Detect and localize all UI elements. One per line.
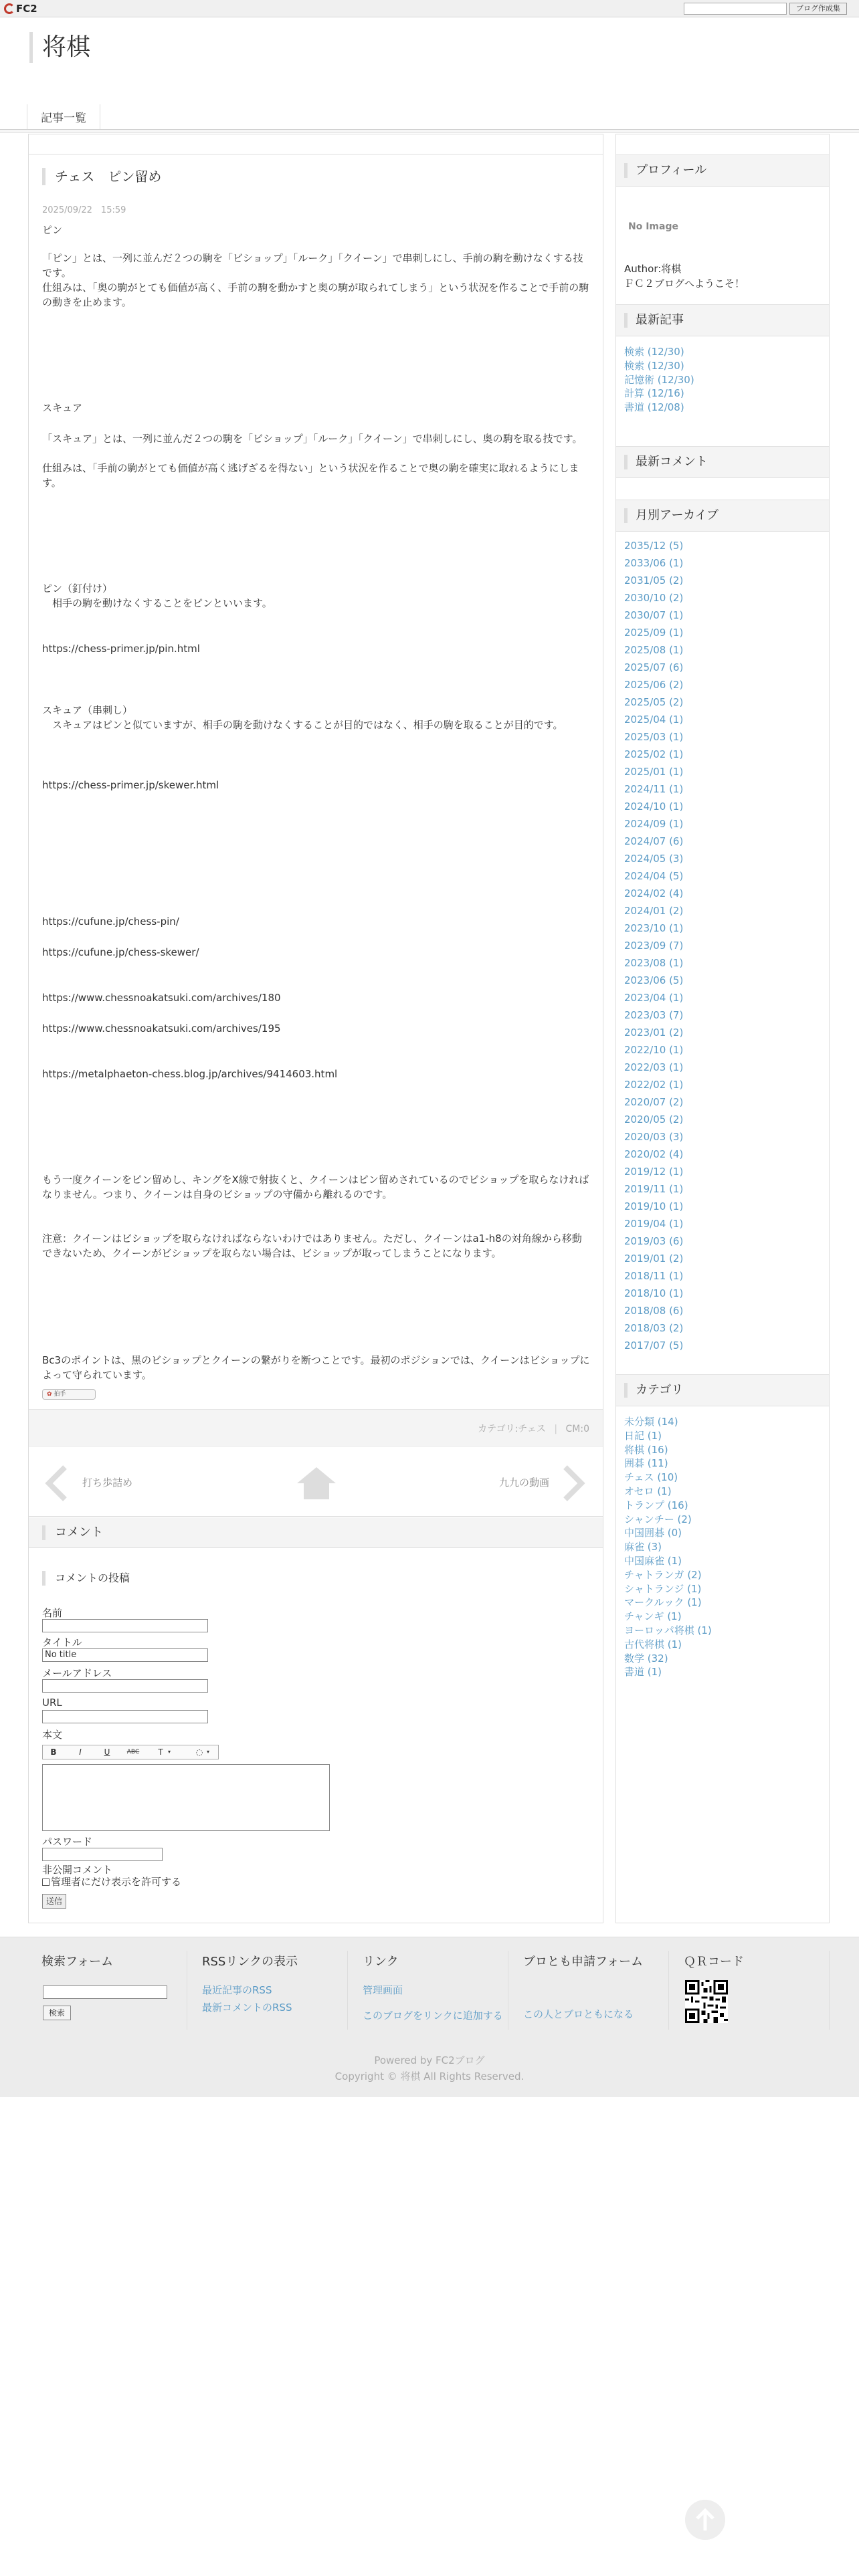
footer-qr-title: ＱＲコード: [684, 1955, 744, 1969]
password-input[interactable]: [42, 1848, 163, 1861]
archive-link[interactable]: 2018/10 (1): [624, 1287, 684, 1299]
powered-by-link[interactable]: Powered by FC2ブログ: [374, 2054, 485, 2066]
submit-button[interactable]: 送信: [42, 1894, 66, 1909]
next-arrow-icon[interactable]: [561, 1465, 585, 1502]
recent-article-link[interactable]: 記憶術 (12/30): [624, 373, 694, 386]
category-link[interactable]: チェス (10): [624, 1471, 678, 1484]
archive-link[interactable]: 2022/10 (1): [624, 1044, 684, 1056]
entry-paragraph: ピン（釘付け）: [42, 582, 113, 595]
fc2-logo-icon: [4, 3, 15, 14]
rss-recent-link[interactable]: 最近記事のRSS: [202, 1984, 272, 1996]
checkbox-icon: [42, 1879, 50, 1886]
footer-link-title: リンク: [363, 1955, 399, 1969]
email-input[interactable]: [42, 1679, 208, 1693]
name-input[interactable]: [42, 1619, 208, 1632]
font-color-button[interactable]: ◌: [195, 1747, 203, 1757]
recent-article-link[interactable]: 検索 (12/30): [624, 359, 684, 372]
entry-paragraph: スキュア: [42, 402, 83, 414]
next-entry-link[interactable]: 九九の動画: [498, 1477, 549, 1489]
archive-link[interactable]: 2025/01 (1): [624, 766, 684, 778]
comment-form-title: コメントの投稿: [42, 1571, 130, 1586]
comment-body-textarea[interactable]: [42, 1764, 330, 1831]
archive-link[interactable]: 2023/08 (1): [624, 957, 684, 969]
archive-link[interactable]: 2023/06 (5): [624, 974, 684, 986]
category-link[interactable]: オセロ (1): [624, 1485, 672, 1497]
rss-comment-link[interactable]: 最新コメントのRSS: [202, 2002, 292, 2014]
archive-link[interactable]: 2019/01 (2): [624, 1253, 684, 1265]
entry-date: 2025/09/22 15:59: [42, 205, 126, 215]
category-link[interactable]: 中国囲碁 (0): [624, 1527, 682, 1539]
archive-link[interactable]: 2018/03 (2): [624, 1322, 684, 1334]
entry-url[interactable]: https://chess-primer.jp/skewer.html: [42, 779, 219, 791]
archive-link[interactable]: 2023/03 (7): [624, 1009, 684, 1021]
archive-link[interactable]: 2025/09 (1): [624, 627, 684, 639]
category-link[interactable]: 数学 (32): [624, 1652, 668, 1665]
category-link[interactable]: 囲碁 (11): [624, 1457, 668, 1470]
archive-link[interactable]: 2024/10 (1): [624, 800, 684, 813]
entry-meta-band: [29, 1409, 603, 1446]
category-link[interactable]: 古代将棋 (1): [624, 1638, 682, 1650]
entry-paragraph: スキュアはピンと似ていますが、相手の駒を動けなくすることが目的ではなく、相手の駒を取ることが目的です。: [42, 719, 563, 731]
archive-header: [616, 500, 829, 532]
category-link[interactable]: 麻雀 (3): [624, 1541, 662, 1553]
font-size-button[interactable]: T: [158, 1747, 163, 1757]
entry-paragraph: ピン: [42, 224, 63, 236]
latest-comment-heading: 最新コメント: [624, 455, 708, 469]
clap-button[interactable]: [42, 1389, 96, 1400]
archive-link[interactable]: 2022/02 (1): [624, 1079, 684, 1091]
archive-link[interactable]: 2020/03 (3): [624, 1131, 684, 1143]
entry-url[interactable]: https://cufune.jp/chess-skewer/: [42, 946, 199, 958]
profile-heading: プロフィール: [624, 163, 706, 178]
category-link[interactable]: ヨーロッパ将棋 (1): [624, 1624, 712, 1636]
main-column: [28, 134, 603, 1923]
back-to-top-icon[interactable]: [685, 2500, 725, 2540]
clap-icon: ✿: [47, 1391, 52, 1398]
underline-button[interactable]: U: [104, 1747, 110, 1757]
qr-code-icon: [685, 1980, 728, 2023]
entry-title[interactable]: チェス ピン留め: [42, 168, 161, 185]
archive-link[interactable]: 2025/07 (6): [624, 661, 684, 673]
entry-url[interactable]: https://www.chessnoakatsuki.com/archives/195: [42, 1023, 281, 1035]
category-link[interactable]: 将棋 (16): [624, 1443, 668, 1456]
private-checkbox[interactable]: [42, 1874, 181, 1889]
profile-header: [616, 154, 829, 187]
archive-link[interactable]: 2020/02 (4): [624, 1148, 684, 1160]
entry-paragraph: もう一度クイーンをピン留めし、キングをX線で射抜くと、クイーンはピン留めされているのでビショップを取らなければなりません。つまり、クイーンは自身のビショップの守備から離れるのです。: [42, 1174, 589, 1200]
category-link[interactable]: チャトランガ (2): [624, 1568, 702, 1581]
title-label: タイトル: [42, 1636, 82, 1648]
private-checkbox-label: 管理者にだけ表示を許可する: [51, 1876, 182, 1888]
archive-link[interactable]: 2019/04 (1): [624, 1218, 684, 1230]
profile-author: Author:将棋: [624, 263, 682, 275]
archive-link[interactable]: 2019/03 (6): [624, 1235, 684, 1247]
bold-button[interactable]: B: [50, 1747, 57, 1757]
entry-paragraph: 相手の駒を動けなくすることをピンといいます。: [42, 597, 272, 609]
sidebar: [615, 134, 830, 1923]
password-label: パスワード: [42, 1836, 93, 1848]
entry-paragraph: 注意：クイーンはビショップを取らなければならないわけではありません。ただし、クイーンはa1-h8の対角線から移動できないため、クイーンがビショップを取らない場合は、ビショップが取ってしまうことになります。: [42, 1232, 582, 1259]
category-link[interactable]: 日記 (1): [624, 1429, 662, 1442]
footer-friend-title: ブロとも申請フォーム: [523, 1955, 644, 1969]
footer-credits: [0, 2052, 859, 2084]
strike-button[interactable]: ABC: [126, 1749, 140, 1755]
archive-link[interactable]: 2019/12 (1): [624, 1166, 684, 1178]
profile-welcome: ＦＣ２ブログへようこそ！: [624, 278, 745, 290]
archive-link[interactable]: 2023/04 (1): [624, 992, 684, 1004]
body-label: 本文: [42, 1729, 63, 1741]
footer-rss-title: RSSリンクの表示: [202, 1955, 298, 1969]
archive-link[interactable]: 2023/09 (7): [624, 940, 684, 952]
nav-divider: [0, 129, 859, 133]
archive-link[interactable]: 2030/07 (1): [624, 609, 684, 621]
entry-cm-count[interactable]: CM:0: [565, 1424, 589, 1434]
archive-link[interactable]: 2025/02 (1): [624, 748, 684, 760]
category-link[interactable]: チャンギ (1): [624, 1610, 682, 1623]
archive-link[interactable]: 2019/11 (1): [624, 1183, 684, 1195]
prev-arrow-icon[interactable]: [45, 1465, 69, 1502]
archive-link[interactable]: 2023/01 (2): [624, 1027, 684, 1039]
archive-link[interactable]: 2031/05 (2): [624, 574, 684, 586]
archive-link[interactable]: 2024/07 (6): [624, 835, 684, 847]
archive-link[interactable]: 2022/03 (1): [624, 1061, 684, 1073]
entry-meta: [478, 1422, 589, 1435]
fc2-logo[interactable]: [4, 3, 37, 15]
footer: [0, 1937, 859, 2097]
archive-link[interactable]: 2024/04 (5): [624, 870, 684, 882]
entry-paragraph: 仕組みは、「奥の駒がとても価値が高く、手前の駒を動かすと奥の駒が取られてしまう」という状況を作ることで手前の駒の動きを止めます。: [42, 282, 589, 308]
entry-paragraph: Bc3のポイントは、黒のビショップとクイーンの繋がりを断つことです。最初のポジションでは、クイーンはビショップによって守られています。: [42, 1354, 590, 1381]
email-label: メールアドレス: [42, 1667, 112, 1679]
archive-link[interactable]: 2025/06 (2): [624, 679, 684, 691]
category-link[interactable]: マークルック (1): [624, 1596, 702, 1609]
recent-article-link[interactable]: 書道 (12/08): [624, 401, 684, 414]
fc2-logo-text: FC2: [16, 3, 37, 15]
fc2-top-bar: [0, 0, 859, 17]
category-link[interactable]: 中国麻雀 (1): [624, 1555, 682, 1567]
entry-url[interactable]: https://chess-primer.jp/pin.html: [42, 643, 200, 655]
category-link[interactable]: 未分類 (14): [624, 1416, 678, 1428]
archive-link[interactable]: 2025/08 (1): [624, 644, 684, 656]
meta-separator: |: [554, 1424, 558, 1434]
category-link[interactable]: 書道 (1): [624, 1666, 662, 1679]
recent-heading: 最新記事: [624, 313, 684, 328]
entry-pager: [29, 1447, 603, 1517]
add-link-link[interactable]: このブログをリンクに追加する: [363, 2010, 503, 2022]
entry-url[interactable]: https://metalphaeton-chess.blog.jp/archives/9414603.html: [42, 1068, 338, 1080]
chevron-down-icon[interactable]: ▾: [206, 1749, 209, 1755]
comment-toolbar: [42, 1745, 219, 1759]
site-title[interactable]: 将棋: [29, 32, 90, 63]
archive-link[interactable]: 2019/10 (1): [624, 1200, 684, 1212]
category-link[interactable]: トランプ (16): [624, 1499, 688, 1511]
recent-header: [616, 304, 829, 336]
footer-link-section: [349, 1951, 508, 2030]
archive-link[interactable]: 2017/07 (5): [624, 1339, 684, 1352]
archive-link[interactable]: 2024/09 (1): [624, 818, 684, 830]
archive-link[interactable]: 2025/04 (1): [624, 714, 684, 726]
category-header: [616, 1374, 829, 1406]
clap-label: 拍手: [54, 1391, 66, 1398]
name-label: 名前: [42, 1607, 63, 1619]
private-label: 非公開コメント: [42, 1864, 113, 1876]
no-image-placeholder: No Image: [628, 221, 678, 232]
copyright: Copyright © 将棋 All Rights Reserved.: [335, 2070, 524, 2082]
entry-paragraph: 「スキュア」とは、一列に並んだ２つの駒を「ビショップ」「ルーク」「クイーン」で串刺しにし、奥の駒を取る技です。: [42, 433, 583, 445]
latest-comment-header: [616, 446, 829, 478]
entry-paragraph: スキュア（串刺し）: [42, 704, 133, 716]
archive-link[interactable]: 2035/12 (5): [624, 540, 684, 552]
entry-header-band: [29, 134, 603, 154]
comment-heading: コメント: [42, 1525, 103, 1540]
archive-link[interactable]: 2024/02 (4): [624, 887, 684, 899]
admin-link[interactable]: 管理画面: [363, 1984, 403, 1996]
friend-request-link[interactable]: この人とブロともになる: [523, 2008, 634, 2020]
category-link[interactable]: シャトランジ (1): [624, 1582, 702, 1595]
archive-link[interactable]: 2025/05 (2): [624, 696, 684, 708]
entry-paragraph: 「ピン」とは、一列に並んだ２つの駒を「ビショップ」「ルーク」「クイーン」で串刺しにし、手前の駒を動けなくする技です。: [42, 252, 583, 279]
url-label: URL: [42, 1697, 62, 1709]
title-input[interactable]: No title: [42, 1648, 208, 1662]
fc2-search-input[interactable]: [684, 3, 787, 15]
archive-link[interactable]: 2024/11 (1): [624, 783, 684, 795]
chevron-down-icon[interactable]: ▾: [167, 1749, 171, 1755]
archive-link[interactable]: 2020/07 (2): [624, 1096, 684, 1108]
entry-paragraph: 仕組みは、「手前の駒がとても価値が高く逃げざるを得ない」という状況を作ることで奥の駒を確実に取れるようにします。: [42, 462, 579, 489]
entry-category-link[interactable]: カテゴリ:チェス: [478, 1424, 546, 1434]
recent-article-link[interactable]: 検索 (12/30): [624, 346, 684, 358]
footer-search-button[interactable]: 検索: [43, 2006, 71, 2020]
comment-section-header: [29, 1517, 603, 1548]
italic-button[interactable]: I: [79, 1747, 82, 1757]
archive-link[interactable]: 2018/08 (6): [624, 1305, 684, 1317]
archive-link[interactable]: 2018/11 (1): [624, 1270, 684, 1282]
footer-qr-section: [670, 1951, 830, 2030]
prev-entry-link[interactable]: 打ち歩詰め: [82, 1477, 133, 1489]
footer-search-section: [28, 1951, 187, 2030]
entry-url[interactable]: https://cufune.jp/chess-pin/: [42, 916, 179, 928]
footer-rss-section: [189, 1951, 348, 2030]
archive-link[interactable]: 2024/05 (3): [624, 853, 684, 865]
archive-link[interactable]: 2033/06 (1): [624, 557, 684, 569]
archive-link[interactable]: 2020/05 (2): [624, 1113, 684, 1125]
archive-link[interactable]: 2023/10 (1): [624, 922, 684, 934]
blog-signup-button[interactable]: ブログ作成集: [789, 3, 847, 15]
entry-url[interactable]: https://www.chessnoakatsuki.com/archives/180: [42, 992, 281, 1004]
archive-heading: 月別アーカイブ: [624, 508, 719, 523]
nav-item-article-list[interactable]: 記事一覧: [27, 104, 100, 129]
footer-search-title: 検索フォーム: [41, 1955, 114, 1969]
footer-friend-section: [510, 1951, 669, 2030]
archive-link[interactable]: 2030/10 (2): [624, 592, 684, 604]
category-link[interactable]: シャンチー (2): [624, 1513, 692, 1525]
home-icon[interactable]: [296, 1466, 337, 1501]
archive-link[interactable]: 2025/03 (1): [624, 731, 684, 743]
archive-link[interactable]: 2024/01 (2): [624, 905, 684, 917]
category-heading: カテゴリ: [624, 1383, 683, 1398]
recent-article-link[interactable]: 計算 (12/16): [624, 387, 684, 400]
url-input[interactable]: [42, 1710, 208, 1723]
footer-search-input[interactable]: [43, 1985, 167, 1999]
